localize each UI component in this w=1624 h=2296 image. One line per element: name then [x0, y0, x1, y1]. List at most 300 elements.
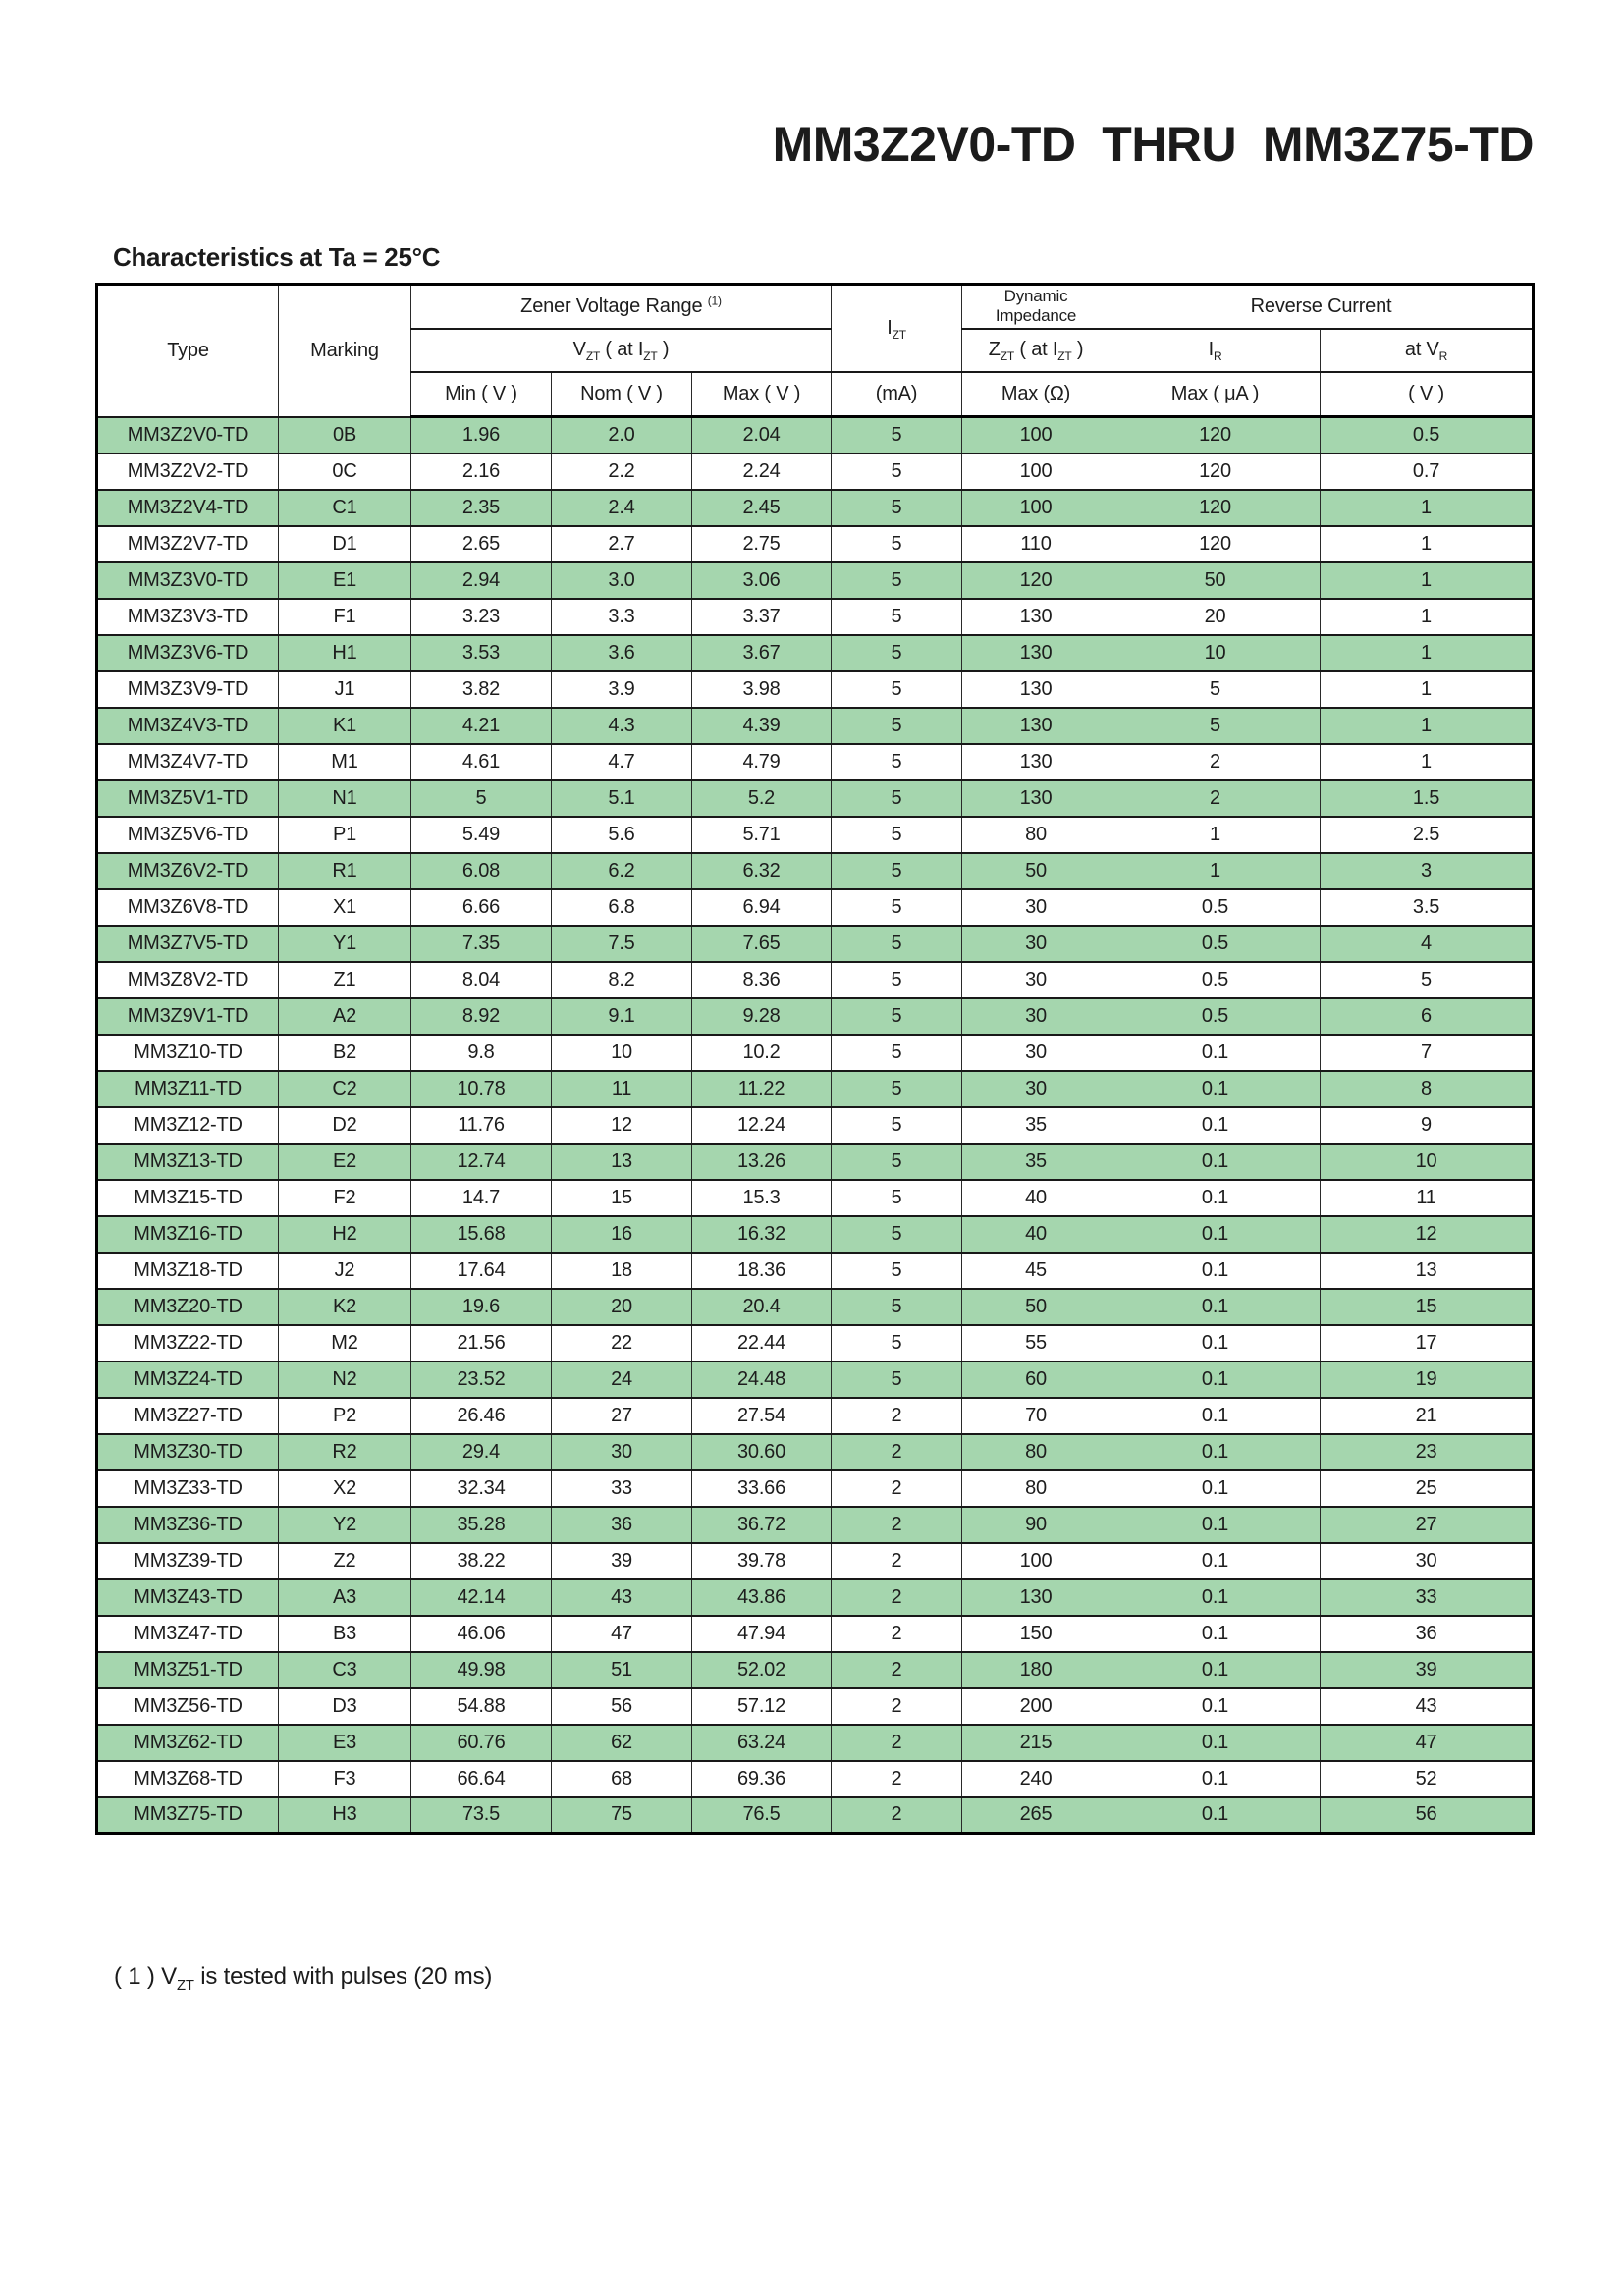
cell-max_v: 4.79: [692, 744, 832, 780]
cell-nom_v: 6.8: [552, 889, 692, 926]
cell-nom_v: 11: [552, 1071, 692, 1107]
table-row: [97, 1652, 1534, 1688]
cell-at_vr_v: 9: [1321, 1107, 1534, 1144]
col-header-max-ohm: Max (Ω): [962, 372, 1110, 417]
cell-type: MM3Z24-TD: [97, 1362, 279, 1398]
cell-izt_ma: 5: [832, 671, 962, 708]
cell-ir_max_ua: 0.1: [1110, 1071, 1321, 1107]
table-row: [97, 490, 1534, 526]
footnote: ( 1 ) $V_{ZT}$ is tested with pulses (20 ms): [114, 1963, 493, 1994]
cell-marking: N2: [279, 1362, 411, 1398]
col-header-min-v: Min ( V ): [411, 372, 552, 417]
cell-nom_v: 3.3: [552, 599, 692, 635]
cell-zzt_max_ohm: 30: [962, 1071, 1110, 1107]
cell-max_v: 69.36: [692, 1761, 832, 1797]
cell-izt_ma: 5: [832, 817, 962, 853]
cell-zzt_max_ohm: 130: [962, 671, 1110, 708]
cell-zzt_max_ohm: 180: [962, 1652, 1110, 1688]
cell-type: MM3Z2V4-TD: [97, 490, 279, 526]
cell-at_vr_v: 1: [1321, 708, 1534, 744]
cell-zzt_max_ohm: 40: [962, 1180, 1110, 1216]
table-row: [97, 1797, 1534, 1834]
page-title: MM3Z2V0-TD THRU MM3Z75-TD: [772, 117, 1534, 172]
cell-marking: X2: [279, 1470, 411, 1507]
cell-marking: E1: [279, 562, 411, 599]
cell-at_vr_v: 25: [1321, 1470, 1534, 1507]
cell-marking: F1: [279, 599, 411, 635]
table-row: [97, 1180, 1534, 1216]
cell-izt_ma: 5: [832, 1071, 962, 1107]
cell-type: MM3Z62-TD: [97, 1725, 279, 1761]
cell-max_v: 18.36: [692, 1253, 832, 1289]
cell-type: MM3Z30-TD: [97, 1434, 279, 1470]
cell-min_v: 4.21: [411, 708, 552, 744]
cell-max_v: 3.37: [692, 599, 832, 635]
cell-min_v: 3.82: [411, 671, 552, 708]
cell-ir_max_ua: 0.1: [1110, 1253, 1321, 1289]
cell-min_v: 73.5: [411, 1797, 552, 1834]
cell-type: MM3Z47-TD: [97, 1616, 279, 1652]
cell-max_v: 3.06: [692, 562, 832, 599]
col-header-vzt: $V_{ZT}$ ( at $I_{ZT}$ ): [411, 329, 832, 372]
cell-at_vr_v: 6: [1321, 998, 1534, 1035]
cell-nom_v: 5.1: [552, 780, 692, 817]
cell-nom_v: 51: [552, 1652, 692, 1688]
cell-at_vr_v: 13: [1321, 1253, 1534, 1289]
cell-nom_v: 56: [552, 1688, 692, 1725]
cell-ir_max_ua: 2: [1110, 744, 1321, 780]
cell-max_v: 39.78: [692, 1543, 832, 1579]
header-row-1: [97, 285, 1534, 329]
cell-zzt_max_ohm: 200: [962, 1688, 1110, 1725]
table-row: [97, 889, 1534, 926]
cell-nom_v: 62: [552, 1725, 692, 1761]
table-row: [97, 1289, 1534, 1325]
table-row: [97, 780, 1534, 817]
cell-max_v: 4.39: [692, 708, 832, 744]
cell-izt_ma: 5: [832, 962, 962, 998]
table-row: [97, 708, 1534, 744]
cell-zzt_max_ohm: 150: [962, 1616, 1110, 1652]
cell-type: MM3Z8V2-TD: [97, 962, 279, 998]
table-row: [97, 962, 1534, 998]
table-row: [97, 1470, 1534, 1507]
cell-izt_ma: 2: [832, 1579, 962, 1616]
cell-nom_v: 22: [552, 1325, 692, 1362]
cell-ir_max_ua: 0.1: [1110, 1362, 1321, 1398]
cell-max_v: 2.75: [692, 526, 832, 562]
cell-ir_max_ua: 0.5: [1110, 962, 1321, 998]
cell-zzt_max_ohm: 45: [962, 1253, 1110, 1289]
cell-nom_v: 36: [552, 1507, 692, 1543]
cell-marking: H1: [279, 635, 411, 671]
cell-max_v: 6.94: [692, 889, 832, 926]
cell-marking: R1: [279, 853, 411, 889]
col-header-zener-voltage-range: Zener Voltage Range $^{(1)}$: [411, 285, 832, 329]
cell-min_v: 3.53: [411, 635, 552, 671]
cell-izt_ma: 2: [832, 1398, 962, 1434]
cell-marking: A3: [279, 1579, 411, 1616]
cell-zzt_max_ohm: 50: [962, 1289, 1110, 1325]
cell-at_vr_v: 1: [1321, 744, 1534, 780]
cell-nom_v: 15: [552, 1180, 692, 1216]
cell-min_v: 17.64: [411, 1253, 552, 1289]
cell-type: MM3Z6V2-TD: [97, 853, 279, 889]
cell-nom_v: 4.3: [552, 708, 692, 744]
cell-max_v: 5.2: [692, 780, 832, 817]
cell-ir_max_ua: 120: [1110, 526, 1321, 562]
cell-max_v: 57.12: [692, 1688, 832, 1725]
cell-at_vr_v: 12: [1321, 1216, 1534, 1253]
cell-zzt_max_ohm: 130: [962, 708, 1110, 744]
cell-ir_max_ua: 0.1: [1110, 1616, 1321, 1652]
cell-nom_v: 5.6: [552, 817, 692, 853]
table-row: [97, 998, 1534, 1035]
cell-min_v: 12.74: [411, 1144, 552, 1180]
table-row: [97, 1253, 1534, 1289]
cell-at_vr_v: 0.7: [1321, 454, 1534, 490]
cell-zzt_max_ohm: 50: [962, 853, 1110, 889]
cell-ir_max_ua: 2: [1110, 780, 1321, 817]
cell-ir_max_ua: 120: [1110, 490, 1321, 526]
cell-marking: D1: [279, 526, 411, 562]
table-row: [97, 1107, 1534, 1144]
cell-min_v: 21.56: [411, 1325, 552, 1362]
table-row: [97, 1725, 1534, 1761]
cell-min_v: 8.92: [411, 998, 552, 1035]
cell-ir_max_ua: 50: [1110, 562, 1321, 599]
cell-type: MM3Z18-TD: [97, 1253, 279, 1289]
cell-at_vr_v: 39: [1321, 1652, 1534, 1688]
cell-izt_ma: 2: [832, 1543, 962, 1579]
cell-max_v: 27.54: [692, 1398, 832, 1434]
cell-nom_v: 9.1: [552, 998, 692, 1035]
cell-max_v: 33.66: [692, 1470, 832, 1507]
cell-type: MM3Z5V1-TD: [97, 780, 279, 817]
cell-nom_v: 4.7: [552, 744, 692, 780]
cell-ir_max_ua: 0.1: [1110, 1652, 1321, 1688]
col-header-max-v: Max ( V ): [692, 372, 832, 417]
cell-izt_ma: 2: [832, 1652, 962, 1688]
cell-min_v: 6.66: [411, 889, 552, 926]
cell-type: MM3Z33-TD: [97, 1470, 279, 1507]
cell-izt_ma: 2: [832, 1761, 962, 1797]
cell-izt_ma: 5: [832, 526, 962, 562]
cell-nom_v: 7.5: [552, 926, 692, 962]
cell-marking: J2: [279, 1253, 411, 1289]
cell-ir_max_ua: 120: [1110, 454, 1321, 490]
cell-zzt_max_ohm: 55: [962, 1325, 1110, 1362]
cell-max_v: 3.67: [692, 635, 832, 671]
cell-at_vr_v: 1: [1321, 562, 1534, 599]
cell-nom_v: 2.7: [552, 526, 692, 562]
col-header-type: Type: [97, 285, 279, 417]
cell-at_vr_v: 1: [1321, 671, 1534, 708]
cell-marking: J1: [279, 671, 411, 708]
cell-type: MM3Z12-TD: [97, 1107, 279, 1144]
cell-min_v: 1.96: [411, 417, 552, 454]
cell-izt_ma: 5: [832, 1107, 962, 1144]
table-row: [97, 1434, 1534, 1470]
table-row: [97, 1325, 1534, 1362]
cell-type: MM3Z10-TD: [97, 1035, 279, 1071]
cell-at_vr_v: 30: [1321, 1543, 1534, 1579]
cell-zzt_max_ohm: 130: [962, 744, 1110, 780]
cell-at_vr_v: 36: [1321, 1616, 1534, 1652]
cell-min_v: 6.08: [411, 853, 552, 889]
cell-type: MM3Z27-TD: [97, 1398, 279, 1434]
cell-min_v: 11.76: [411, 1107, 552, 1144]
cell-marking: C2: [279, 1071, 411, 1107]
cell-at_vr_v: 2.5: [1321, 817, 1534, 853]
cell-min_v: 2.65: [411, 526, 552, 562]
cell-type: MM3Z7V5-TD: [97, 926, 279, 962]
cell-ir_max_ua: 0.1: [1110, 1144, 1321, 1180]
cell-ir_max_ua: 0.1: [1110, 1688, 1321, 1725]
cell-izt_ma: 5: [832, 1362, 962, 1398]
cell-type: MM3Z2V7-TD: [97, 526, 279, 562]
cell-zzt_max_ohm: 130: [962, 780, 1110, 817]
cell-marking: F3: [279, 1761, 411, 1797]
cell-marking: Z1: [279, 962, 411, 998]
cell-izt_ma: 5: [832, 1216, 962, 1253]
cell-type: MM3Z13-TD: [97, 1144, 279, 1180]
cell-zzt_max_ohm: 35: [962, 1107, 1110, 1144]
cell-zzt_max_ohm: 100: [962, 454, 1110, 490]
cell-at_vr_v: 4: [1321, 926, 1534, 962]
cell-ir_max_ua: 0.1: [1110, 1470, 1321, 1507]
cell-marking: C3: [279, 1652, 411, 1688]
cell-nom_v: 2.4: [552, 490, 692, 526]
cell-min_v: 49.98: [411, 1652, 552, 1688]
cell-ir_max_ua: 0.1: [1110, 1543, 1321, 1579]
cell-max_v: 6.32: [692, 853, 832, 889]
cell-izt_ma: 2: [832, 1616, 962, 1652]
characteristics-table: [95, 283, 1535, 1835]
table-row: [97, 562, 1534, 599]
cell-ir_max_ua: 5: [1110, 671, 1321, 708]
cell-izt_ma: 5: [832, 1035, 962, 1071]
cell-type: MM3Z2V2-TD: [97, 454, 279, 490]
table-row: [97, 1071, 1534, 1107]
cell-type: MM3Z68-TD: [97, 1761, 279, 1797]
cell-izt_ma: 5: [832, 744, 962, 780]
cell-max_v: 3.98: [692, 671, 832, 708]
cell-max_v: 5.71: [692, 817, 832, 853]
cell-ir_max_ua: 0.1: [1110, 1289, 1321, 1325]
cell-min_v: 26.46: [411, 1398, 552, 1434]
cell-ir_max_ua: 0.1: [1110, 1797, 1321, 1834]
cell-marking: H2: [279, 1216, 411, 1253]
cell-marking: M1: [279, 744, 411, 780]
cell-max_v: 10.2: [692, 1035, 832, 1071]
cell-max_v: 2.04: [692, 417, 832, 454]
table-row: [97, 744, 1534, 780]
cell-type: MM3Z20-TD: [97, 1289, 279, 1325]
cell-marking: E3: [279, 1725, 411, 1761]
cell-izt_ma: 2: [832, 1725, 962, 1761]
cell-max_v: 36.72: [692, 1507, 832, 1543]
cell-marking: Y2: [279, 1507, 411, 1543]
cell-marking: M2: [279, 1325, 411, 1362]
cell-zzt_max_ohm: 60: [962, 1362, 1110, 1398]
col-header-at-vr: at $V_R$: [1321, 329, 1534, 372]
col-header-max-ua: Max ( μA ): [1110, 372, 1321, 417]
cell-zzt_max_ohm: 30: [962, 926, 1110, 962]
cell-ir_max_ua: 20: [1110, 599, 1321, 635]
cell-type: MM3Z5V6-TD: [97, 817, 279, 853]
cell-zzt_max_ohm: 80: [962, 817, 1110, 853]
cell-max_v: 2.45: [692, 490, 832, 526]
table-row: [97, 1035, 1534, 1071]
cell-zzt_max_ohm: 70: [962, 1398, 1110, 1434]
cell-izt_ma: 5: [832, 780, 962, 817]
cell-type: MM3Z15-TD: [97, 1180, 279, 1216]
cell-max_v: 15.3: [692, 1180, 832, 1216]
cell-ir_max_ua: 0.1: [1110, 1325, 1321, 1362]
cell-type: MM3Z2V0-TD: [97, 417, 279, 454]
cell-marking: Y1: [279, 926, 411, 962]
cell-marking: B3: [279, 1616, 411, 1652]
cell-ir_max_ua: 0.1: [1110, 1216, 1321, 1253]
cell-at_vr_v: 52: [1321, 1761, 1534, 1797]
cell-at_vr_v: 21: [1321, 1398, 1534, 1434]
cell-ir_max_ua: 1: [1110, 817, 1321, 853]
cell-zzt_max_ohm: 30: [962, 998, 1110, 1035]
cell-marking: B2: [279, 1035, 411, 1071]
cell-min_v: 4.61: [411, 744, 552, 780]
cell-at_vr_v: 1: [1321, 635, 1534, 671]
cell-marking: X1: [279, 889, 411, 926]
table-row: [97, 454, 1534, 490]
cell-marking: F2: [279, 1180, 411, 1216]
cell-min_v: 5: [411, 780, 552, 817]
cell-nom_v: 12: [552, 1107, 692, 1144]
cell-max_v: 76.5: [692, 1797, 832, 1834]
cell-izt_ma: 5: [832, 1144, 962, 1180]
cell-izt_ma: 2: [832, 1470, 962, 1507]
cell-max_v: 12.24: [692, 1107, 832, 1144]
cell-izt_ma: 5: [832, 599, 962, 635]
cell-min_v: 14.7: [411, 1180, 552, 1216]
cell-type: MM3Z3V9-TD: [97, 671, 279, 708]
cell-type: MM3Z51-TD: [97, 1652, 279, 1688]
cell-max_v: 52.02: [692, 1652, 832, 1688]
cell-at_vr_v: 1: [1321, 490, 1534, 526]
cell-ir_max_ua: 0.1: [1110, 1107, 1321, 1144]
cell-ir_max_ua: 0.1: [1110, 1035, 1321, 1071]
cell-ir_max_ua: 120: [1110, 417, 1321, 454]
table-row: [97, 1216, 1534, 1253]
cell-ir_max_ua: 0.1: [1110, 1507, 1321, 1543]
cell-min_v: 2.16: [411, 454, 552, 490]
table-row: [97, 599, 1534, 635]
cell-min_v: 60.76: [411, 1725, 552, 1761]
cell-min_v: 46.06: [411, 1616, 552, 1652]
cell-max_v: 9.28: [692, 998, 832, 1035]
cell-min_v: 9.8: [411, 1035, 552, 1071]
cell-min_v: 8.04: [411, 962, 552, 998]
cell-nom_v: 20: [552, 1289, 692, 1325]
cell-ir_max_ua: 0.1: [1110, 1180, 1321, 1216]
col-header-reverse-current: Reverse Current: [1110, 285, 1534, 329]
cell-min_v: 15.68: [411, 1216, 552, 1253]
cell-zzt_max_ohm: 30: [962, 1035, 1110, 1071]
cell-izt_ma: 5: [832, 490, 962, 526]
cell-nom_v: 47: [552, 1616, 692, 1652]
cell-min_v: 29.4: [411, 1434, 552, 1470]
table-row: [97, 1398, 1534, 1434]
cell-at_vr_v: 47: [1321, 1725, 1534, 1761]
cell-ir_max_ua: 1: [1110, 853, 1321, 889]
table-row: [97, 1579, 1534, 1616]
table-row: [97, 817, 1534, 853]
cell-nom_v: 18: [552, 1253, 692, 1289]
cell-min_v: 54.88: [411, 1688, 552, 1725]
table-row: [97, 1144, 1534, 1180]
cell-min_v: 42.14: [411, 1579, 552, 1616]
cell-nom_v: 75: [552, 1797, 692, 1834]
cell-marking: K1: [279, 708, 411, 744]
cell-nom_v: 27: [552, 1398, 692, 1434]
cell-izt_ma: 5: [832, 562, 962, 599]
cell-max_v: 47.94: [692, 1616, 832, 1652]
cell-zzt_max_ohm: 215: [962, 1725, 1110, 1761]
cell-zzt_max_ohm: 120: [962, 562, 1110, 599]
cell-nom_v: 3.0: [552, 562, 692, 599]
cell-izt_ma: 5: [832, 926, 962, 962]
cell-zzt_max_ohm: 80: [962, 1434, 1110, 1470]
cell-max_v: 2.24: [692, 454, 832, 490]
cell-type: MM3Z36-TD: [97, 1507, 279, 1543]
cell-ir_max_ua: 0.5: [1110, 889, 1321, 926]
cell-type: MM3Z43-TD: [97, 1579, 279, 1616]
col-header-ma: (mA): [832, 372, 962, 417]
cell-at_vr_v: 1: [1321, 599, 1534, 635]
cell-ir_max_ua: 0.1: [1110, 1398, 1321, 1434]
cell-min_v: 38.22: [411, 1543, 552, 1579]
cell-nom_v: 39: [552, 1543, 692, 1579]
cell-type: MM3Z4V3-TD: [97, 708, 279, 744]
cell-ir_max_ua: 0.5: [1110, 998, 1321, 1035]
section-heading: Characteristics at Ta = 25°C: [113, 242, 441, 272]
cell-izt_ma: 5: [832, 889, 962, 926]
cell-zzt_max_ohm: 100: [962, 1543, 1110, 1579]
cell-marking: 0C: [279, 454, 411, 490]
cell-max_v: 11.22: [692, 1071, 832, 1107]
col-header-nom-v: Nom ( V ): [552, 372, 692, 417]
cell-marking: H3: [279, 1797, 411, 1834]
cell-at_vr_v: 7: [1321, 1035, 1534, 1071]
table-row: [97, 1616, 1534, 1652]
table-row: [97, 1761, 1534, 1797]
cell-marking: 0B: [279, 417, 411, 454]
cell-at_vr_v: 11: [1321, 1180, 1534, 1216]
cell-at_vr_v: 5: [1321, 962, 1534, 998]
cell-izt_ma: 2: [832, 1688, 962, 1725]
cell-at_vr_v: 3.5: [1321, 889, 1534, 926]
cell-ir_max_ua: 5: [1110, 708, 1321, 744]
cell-nom_v: 30: [552, 1434, 692, 1470]
cell-izt_ma: 2: [832, 1434, 962, 1470]
cell-zzt_max_ohm: 130: [962, 599, 1110, 635]
cell-marking: E2: [279, 1144, 411, 1180]
cell-type: MM3Z9V1-TD: [97, 998, 279, 1035]
cell-at_vr_v: 15: [1321, 1289, 1534, 1325]
cell-izt_ma: 5: [832, 1325, 962, 1362]
cell-ir_max_ua: 0.1: [1110, 1725, 1321, 1761]
cell-max_v: 30.60: [692, 1434, 832, 1470]
